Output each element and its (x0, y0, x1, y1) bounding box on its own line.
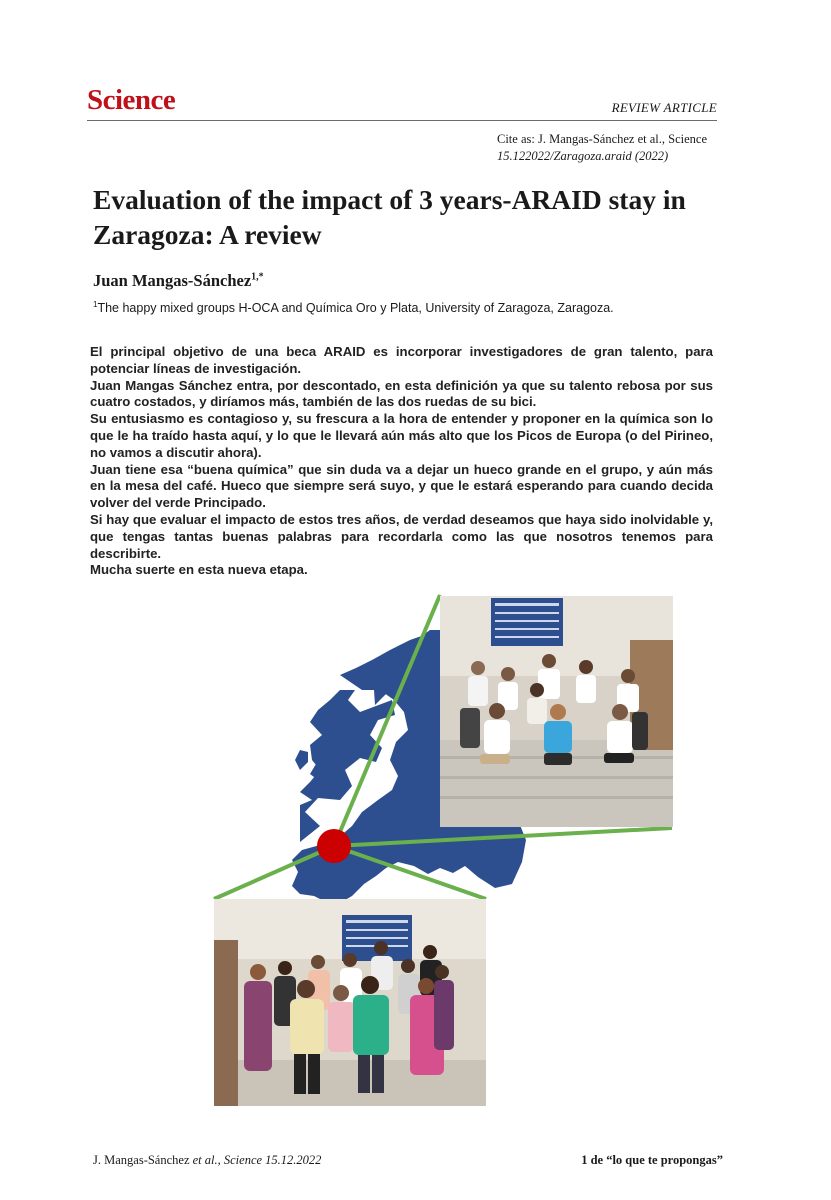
footer-page: 1 de “lo que te propongas” (581, 1153, 723, 1167)
affiliation-mark: 1 (93, 300, 98, 309)
footer-etal: et al., (192, 1153, 221, 1167)
citation-line-1: Cite as: J. Mangas-Sánchez et al., Science (497, 132, 707, 146)
paragraph: Mucha suerte en esta nueva etapa. (90, 562, 308, 578)
group-photo-1 (440, 596, 673, 827)
paragraph: Su entusiasmo es contagioso y, su frescura a la hora de entender y proponer en la química son lo que le ha traído hasta aquí, y lo que le llevará aún más alto que los Picos de Europa (o del Pirineo, no vamos a discutir ahora). (90, 411, 713, 460)
article-type: REVIEW ARTICLE (611, 100, 717, 115)
ireland-map (295, 750, 308, 770)
affiliation-text: The happy mixed groups H-OCA and Química Oro y Plata, University of Zaragoza, Zaragoza. (97, 301, 614, 316)
zaragoza-marker (317, 829, 351, 863)
footer-citation (93, 1153, 321, 1168)
journal-name: Science (87, 84, 176, 116)
paragraph: Juan Mangas Sánchez entra, por descontado, en esta definición ya que su talento rebosa por sus cuatro costados, y diríamos más, también de las dos ruedas de su bici. (90, 377, 713, 410)
footer-author: J. Mangas-Sánchez (93, 1153, 190, 1167)
footer-journal-date: Science 15.12.2022 (223, 1153, 322, 1167)
author-marks: 1,* (251, 271, 264, 283)
article-title: Evaluation of the impact of 3 years-ARAID stay in Zaragoza: A review (93, 184, 686, 250)
paragraph: Si hay que evaluar el impacto de estos tres años, de verdad deseamos que haya sido inolvidable y, que tengas tantas buenas palabras para recordarla como las que nosotros tenemos para describirte. (90, 511, 713, 561)
author-name: Juan Mangas-Sánchez (93, 271, 252, 290)
paragraph: Juan tiene esa “buena química” que sin duda va a dejar un hueco grande en el grupo, y aún más en la mesa del café. Hueco que siempre será suyo, y que le estará esperando para cuando decida volver del verde Principado. (90, 461, 713, 511)
group-photo-2 (214, 899, 486, 1106)
citation-line-2: 15.122022/Zaragoza.araid (2022) (497, 149, 669, 163)
paragraph: El principal objetivo de una beca ARAID es incorporar investigadores de gran talento, para potenciar líneas de investigación. (90, 344, 713, 376)
